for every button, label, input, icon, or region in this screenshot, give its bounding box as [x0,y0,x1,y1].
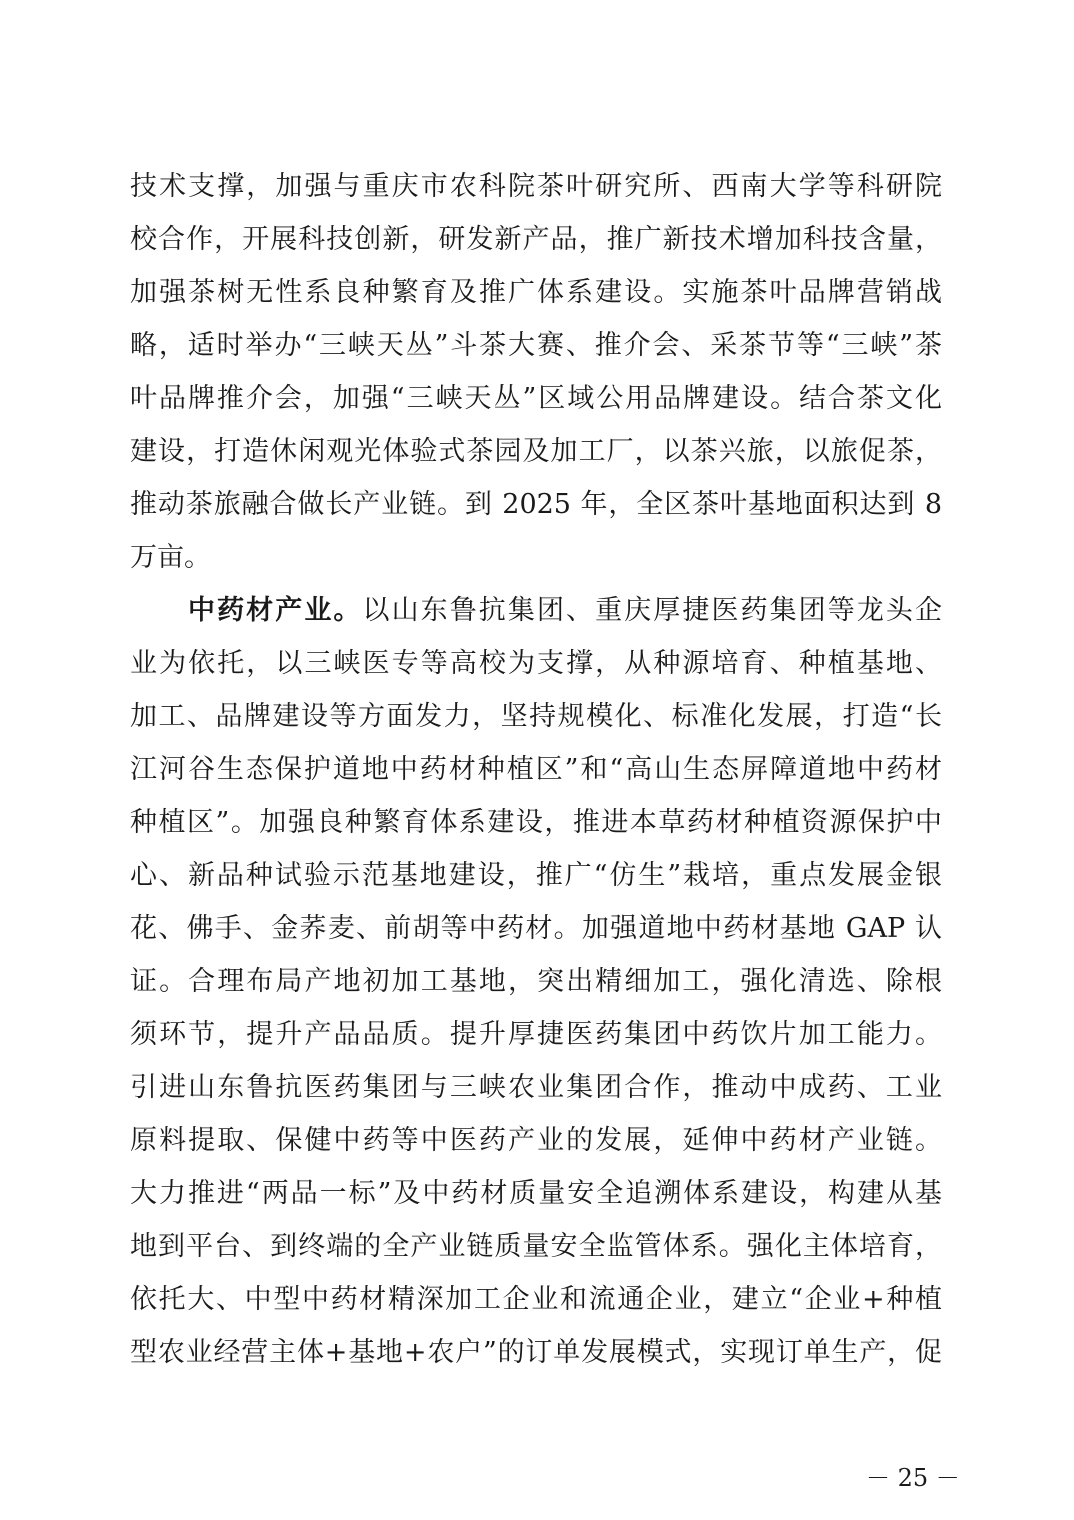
text-line: 万亩。 [130,542,211,573]
text-line: 引进山东鲁抗医药集团与三峡农业集团合作，推动中成药、工业 [130,1072,942,1103]
text-line: 证。合理布局产地初加工基地，突出精细加工，强化清选、除根 [130,966,942,997]
text-line: 型农业经营主体+基地+农户”的订单发展模式，实现订单生产，促 [130,1337,942,1368]
text-line: 心、新品种试验示范基地建设，推广“仿生”栽培，重点发展金银 [130,860,942,891]
text-line: 校合作，开展科技创新，研发新产品，推广新技术增加科技含量， [130,224,942,255]
paragraph-first-line [188,591,942,631]
text-line: 推动茶旅融合做长产业链。到 2025 年，全区茶叶基地面积达到 8 [130,489,942,520]
text-line: 须环节，提升产品品质。提升厚捷医药集团中药饮片加工能力。 [130,1019,942,1050]
text-span: 以山东鲁抗集团、重庆厚捷医药集团等龙头企 [362,595,942,626]
text-line: 加工、品牌建设等方面发力，坚持规模化、标准化发展，打造“长 [130,701,942,732]
text-line: 原料提取、保健中药等中医药产业的发展，延伸中药材产业链。 [130,1125,942,1156]
text-line: 叶品牌推介会，加强“三峡天丛”区域公用品牌建设。结合茶文化 [130,383,942,414]
text-line: 种植区”。加强良种繁育体系建设，推进本草药材种植资源保护中 [130,807,942,838]
text-line: 大力推进“两品一标”及中药材质量安全追溯体系建设，构建从基 [130,1178,942,1209]
text-line: 加强茶树无性系良种繁育及推广体系建设。实施茶叶品牌营销战 [130,277,942,308]
page-number: － 25 － [866,1464,960,1492]
text-line: 建设，打造休闲观光体验式茶园及加工厂，以茶兴旅，以旅促茶， [130,436,942,467]
text-line: 略，适时举办“三峡天丛”斗茶大赛、推介会、采茶节等“三峡”茶 [130,330,942,361]
text-line: 业为依托，以三峡医专等高校为支撑，从种源培育、种植基地、 [130,648,942,679]
text-line: 技术支撑，加强与重庆市农科院茶叶研究所、西南大学等科研院 [130,171,942,202]
text-line: 地到平台、到终端的全产业链质量安全监管体系。强化主体培育， [130,1231,942,1262]
text-line: 花、佛手、金荞麦、前胡等中药材。加强道地中药材基地 GAP 认 [130,913,942,944]
text-line: 依托大、中型中药材精深加工企业和流通企业，建立“企业+种植 [130,1284,942,1315]
text-line: 江河谷生态保护道地中药材种植区”和“高山生态屏障道地中药材 [130,754,942,785]
section-heading: 中药材产业。 [188,595,363,626]
